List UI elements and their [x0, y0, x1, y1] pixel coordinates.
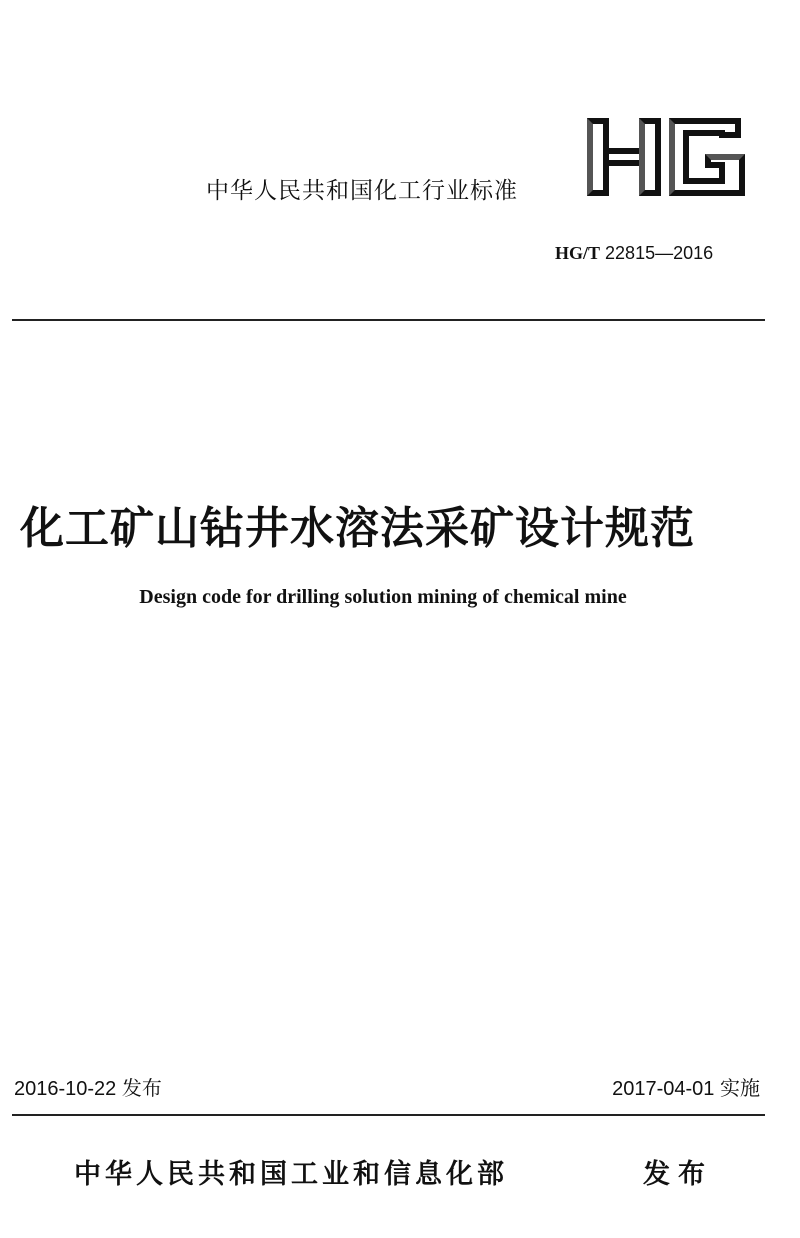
standard-code-prefix: HG/T [555, 243, 601, 263]
implementation-date: 2017-04-01 实施 [612, 1078, 760, 1100]
issue-date: 2016-10-22 发布 [14, 1078, 162, 1100]
top-divider [12, 319, 765, 321]
standard-code [555, 243, 713, 264]
bottom-divider [12, 1114, 765, 1116]
hg-logo-graphic [585, 116, 747, 198]
standard-category: 中华人民共和国化工行业标准 [206, 178, 518, 204]
document-title-en: Design code for drilling solution mining of chemical mine [139, 586, 627, 608]
issue-action: 发布 [643, 1159, 713, 1190]
standard-code-number: 22815—2016 [605, 243, 714, 263]
hg-logo [585, 116, 747, 198]
document-title-cn: 化工矿山钻井水溶法采矿设计规范 [20, 503, 695, 554]
issuing-authority: 中华人民共和国工业和信息化部 [74, 1159, 508, 1190]
